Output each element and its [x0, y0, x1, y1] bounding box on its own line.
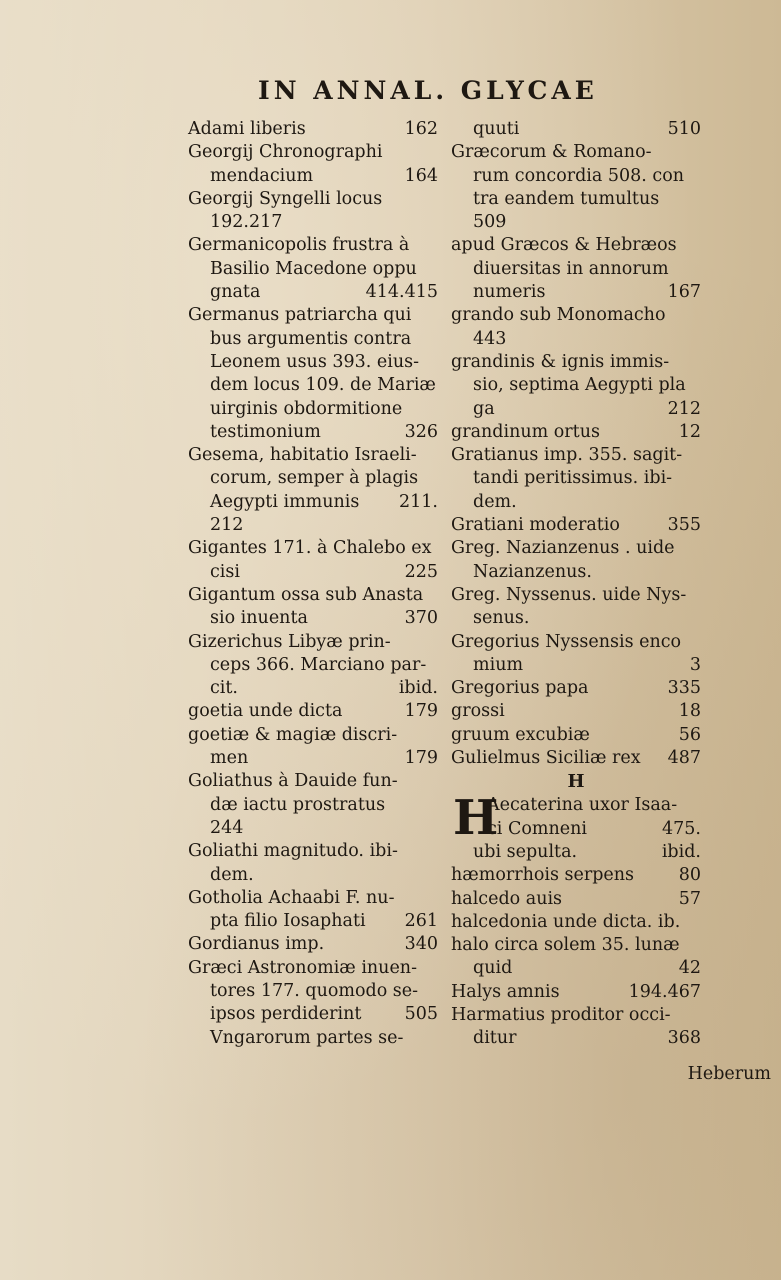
- index-entry-line: [188, 933, 438, 956]
- entry-text: gruum excubiæ: [451, 724, 590, 745]
- index-entry-line: [451, 724, 701, 747]
- index-entry-line: [451, 957, 701, 980]
- page-reference: 194.467: [628, 981, 701, 1002]
- index-entry-line: [188, 398, 438, 421]
- index-entry-line: [188, 561, 438, 584]
- entry-text: dem.: [210, 864, 254, 885]
- entry-text: grando sub Monomacho: [451, 305, 666, 326]
- entry-text: cit.: [210, 678, 238, 699]
- entry-text: Gratianus imp. 355. sagit-: [451, 445, 683, 466]
- index-entries-h: [451, 790, 701, 1050]
- index-entry-line: [451, 165, 701, 188]
- page-reference: 179: [404, 701, 438, 722]
- index-entry-line: [451, 491, 701, 514]
- index-entry-line: [188, 584, 438, 607]
- page-reference: 211.: [399, 491, 438, 512]
- entry-text: sio inuenta: [210, 608, 308, 629]
- page-reference: 225: [404, 561, 438, 582]
- index-entry-line: [188, 1003, 438, 1026]
- index-entry-line: [188, 188, 438, 211]
- index-entry-line: [451, 934, 701, 957]
- page-reference: 80: [678, 865, 701, 886]
- entry-text: halcedo auis: [451, 888, 563, 909]
- entry-text: 509: [473, 212, 507, 233]
- index-entry-line: [188, 910, 438, 933]
- entry-text: Græci Astronomiæ inuen-: [188, 957, 417, 978]
- index-entry-line: [451, 467, 701, 490]
- page-reference: 3: [689, 654, 701, 675]
- entry-text: pta filio Iosaphati: [210, 911, 366, 932]
- entry-text: Harmatius proditor occi-: [451, 1004, 671, 1025]
- entry-text: Greg. Nazianzenus . uide: [451, 538, 675, 559]
- entry-text: apud Græcos & Hebræos: [451, 235, 677, 256]
- entry-text: Goliathus à Dauide fun-: [188, 771, 398, 792]
- index-entry-line: [451, 700, 701, 723]
- entry-text: mendacium: [210, 165, 314, 186]
- index-entry-line: [451, 631, 701, 654]
- entry-text: ubi sepulta.: [473, 841, 578, 862]
- page-reference: 179: [404, 748, 438, 769]
- entry-text: quuti: [473, 119, 520, 139]
- index-entry-line: [451, 561, 701, 584]
- entry-text: Gregorius Nyssensis enco: [451, 631, 682, 652]
- index-entry-line: [451, 374, 701, 397]
- entry-text: sio, septima Aegypti pla: [473, 375, 686, 396]
- entry-text: Germanus patriarcha qui: [188, 305, 412, 326]
- index-entry-line: [451, 141, 701, 164]
- index-entry-line: [451, 888, 701, 911]
- entry-text: hæmorrhois serpens: [451, 865, 635, 886]
- entry-text: diuersitas in annorum: [473, 258, 669, 279]
- entry-text: tandi peritissimus. ibi-: [473, 468, 673, 489]
- index-entry-line: [188, 118, 438, 141]
- entry-text: Nazianzenus.: [473, 561, 592, 582]
- page-reference: 261: [404, 911, 438, 932]
- index-entry-line: [451, 654, 701, 677]
- page-reference: 368: [667, 1028, 701, 1049]
- entry-text: Greg. Nyssenus. uide Nys-: [451, 584, 687, 605]
- entry-text: ipsos perdiderint: [210, 1004, 362, 1025]
- index-entry-line: [188, 607, 438, 630]
- entry-text: rum concordia 508. con: [473, 165, 685, 186]
- entry-text: grandinum ortus: [451, 421, 600, 442]
- index-entry-line: [451, 1027, 701, 1050]
- index-entry-line: [451, 537, 701, 560]
- index-entry-line: [188, 631, 438, 654]
- entry-text: testimonium: [210, 421, 321, 442]
- page-reference: ibid.: [661, 841, 701, 862]
- index-entry-line: [451, 911, 701, 934]
- index-entry-line: [451, 514, 701, 537]
- catchword: Heberum: [687, 1064, 771, 1084]
- index-entry-line: [451, 747, 701, 770]
- index-entry-line: [188, 677, 438, 700]
- entry-text: Goliathi magnitudo. ibi-: [188, 841, 398, 862]
- index-entry-line: [188, 700, 438, 723]
- index-entry-line: [451, 677, 701, 700]
- index-entry-line: [188, 444, 438, 467]
- entry-text: Halys amnis: [451, 981, 560, 1002]
- page-reference: 162: [404, 119, 438, 139]
- index-entry-line: [451, 304, 701, 327]
- index-column-left: [188, 118, 438, 1050]
- entry-text: ditur: [473, 1028, 517, 1049]
- index-entry-line: [188, 817, 438, 840]
- entry-text: corum, semper à plagis: [210, 468, 419, 489]
- entry-text: Georgij Syngelli locus: [188, 188, 383, 209]
- page-reference: 164: [404, 165, 438, 186]
- entry-text: numeris: [473, 282, 546, 303]
- page-reference: 12: [678, 421, 701, 442]
- section-letter-h: H: [567, 771, 585, 793]
- entry-text: Gigantes 171. à Chalebo ex: [188, 538, 432, 559]
- index-entry-line: [188, 747, 438, 770]
- entry-text: grossi: [451, 701, 505, 722]
- entry-text: Gesema, habitatio Israeli-: [188, 445, 417, 466]
- entry-text: dem.: [473, 491, 517, 512]
- index-entry-line: [451, 281, 701, 304]
- index-entry-line: [188, 211, 438, 234]
- entry-text: halcedonia unde dicta. ib.: [451, 911, 681, 932]
- entry-text: halo circa solem 35. lunæ: [451, 935, 680, 956]
- entry-text: Adami liberis: [188, 119, 306, 139]
- entry-text: Gregorius papa: [451, 678, 589, 699]
- page-reference: 414.415: [365, 282, 438, 303]
- entry-text: Aecaterina uxor Isaa-: [487, 795, 678, 816]
- page-reference: 212: [667, 398, 701, 419]
- entry-text: gnata: [210, 282, 261, 303]
- dropcap-h: H: [453, 790, 499, 847]
- index-entry-line: [188, 957, 438, 980]
- page-reference: 505: [404, 1004, 438, 1025]
- index-entry-line: [451, 188, 701, 211]
- index-entry-line: [451, 258, 701, 281]
- entry-text: Gordianus imp.: [188, 934, 325, 955]
- page-reference: 57: [678, 888, 701, 909]
- index-entry-line: [451, 607, 701, 630]
- entry-text: 192.217: [210, 212, 283, 233]
- entry-text: Leonem usus 393. eius-: [210, 351, 420, 372]
- entry-text: goetia unde dicta: [188, 701, 343, 722]
- index-entry-line: [451, 351, 701, 374]
- index-entry-line: [188, 328, 438, 351]
- index-entry-line: [451, 794, 701, 817]
- entry-text: 212: [210, 515, 244, 536]
- entry-text: senus.: [473, 608, 530, 629]
- entry-text: tores 177. quomodo se-: [210, 980, 419, 1001]
- index-entry-line: [451, 584, 701, 607]
- index-entry-line: [451, 328, 701, 351]
- entry-text: dem locus 109. de Mariæ: [210, 375, 436, 396]
- entry-text: bus argumentis contra: [210, 328, 412, 349]
- index-entry-line: [188, 351, 438, 374]
- index-entry-line: [451, 981, 701, 1004]
- index-entry-line: [451, 864, 701, 887]
- index-entry-line: [188, 794, 438, 817]
- index-entry-line: [188, 654, 438, 677]
- entry-text: Georgij Chronographi: [188, 142, 383, 163]
- entry-text: goetiæ & magiæ discri-: [188, 724, 398, 745]
- index-entry-line: [451, 1004, 701, 1027]
- entry-text: 443: [473, 328, 507, 349]
- entry-text: dæ iactu prostratus: [210, 794, 386, 815]
- index-entry-line: [188, 1027, 438, 1050]
- page-reference: 167: [667, 282, 701, 303]
- index-entry-line: [188, 165, 438, 188]
- entry-text: ceps 366. Marciano par-: [210, 654, 427, 675]
- index-entry-line: [451, 444, 701, 467]
- index-entry-line: [188, 514, 438, 537]
- index-column-right: [451, 118, 701, 1051]
- page-reference: 326: [404, 421, 438, 442]
- index-entries-g: [451, 118, 701, 770]
- entry-text: ga: [473, 398, 495, 419]
- entry-text: men: [210, 748, 249, 769]
- index-entry-line: [188, 141, 438, 164]
- page-reference: 370: [404, 608, 438, 629]
- page-reference: 335: [667, 678, 701, 699]
- index-entry-line: [188, 537, 438, 560]
- page-reference: 56: [678, 724, 701, 745]
- entry-text: 244: [210, 817, 244, 838]
- page-reference: 18: [678, 701, 701, 722]
- running-header: IN ANNAL. GLYCAE: [258, 76, 598, 105]
- entry-text: Aegypti immunis: [210, 491, 360, 512]
- entry-text: grandinis & ignis immis-: [451, 351, 670, 372]
- index-entry-line: [188, 304, 438, 327]
- page-reference: 510: [667, 119, 701, 139]
- index-entry-line: [188, 258, 438, 281]
- page-reference: ibid.: [398, 678, 438, 699]
- entry-text: Gotholia Achaabi F. nu-: [188, 887, 395, 908]
- index-entry-line: [188, 840, 438, 863]
- index-entry-line: [188, 421, 438, 444]
- entry-text: quid: [473, 958, 513, 979]
- entry-text: Gratiani moderatio: [451, 515, 620, 536]
- index-entry-line: [188, 724, 438, 747]
- page-reference: 42: [678, 958, 701, 979]
- entry-text: ci Comneni: [487, 818, 587, 839]
- index-entry-line: [451, 421, 701, 444]
- entry-text: Vngarorum partes se-: [210, 1027, 404, 1048]
- page-reference: 487: [667, 748, 701, 769]
- page-reference: 340: [404, 934, 438, 955]
- page-reference: 355: [667, 515, 701, 536]
- entry-text: Græcorum & Romano-: [451, 142, 652, 163]
- index-entry-line: [451, 211, 701, 234]
- index-entry-line: [188, 467, 438, 490]
- index-entry-line: [451, 841, 701, 864]
- index-entry-line: [451, 234, 701, 257]
- index-entry-line: [451, 398, 701, 421]
- index-entry-line: [188, 864, 438, 887]
- index-entry-line: [451, 818, 701, 841]
- entry-text: mium: [473, 654, 524, 675]
- entry-text: uirginis obdormitione: [210, 398, 403, 419]
- index-entry-line: [451, 118, 701, 141]
- entry-text: Basilio Macedone oppu: [210, 258, 417, 279]
- page-reference: 475.: [662, 818, 701, 839]
- index-entry-line: [188, 980, 438, 1003]
- index-entry-line: [188, 374, 438, 397]
- index-entry-line: [188, 281, 438, 304]
- index-entry-line: [188, 234, 438, 257]
- entry-text: cisi: [210, 561, 240, 582]
- entry-text: Gulielmus Siciliæ rex: [451, 748, 641, 769]
- index-entry-line: [188, 491, 438, 514]
- entry-text: Germanicopolis frustra à: [188, 235, 410, 256]
- index-entry-line: [188, 770, 438, 793]
- entry-text: tra eandem tumultus: [473, 188, 660, 209]
- entry-text: Gigantum ossa sub Anasta: [188, 584, 424, 605]
- index-entry-line: [188, 887, 438, 910]
- entry-text: Gizerichus Libyæ prin-: [188, 631, 391, 652]
